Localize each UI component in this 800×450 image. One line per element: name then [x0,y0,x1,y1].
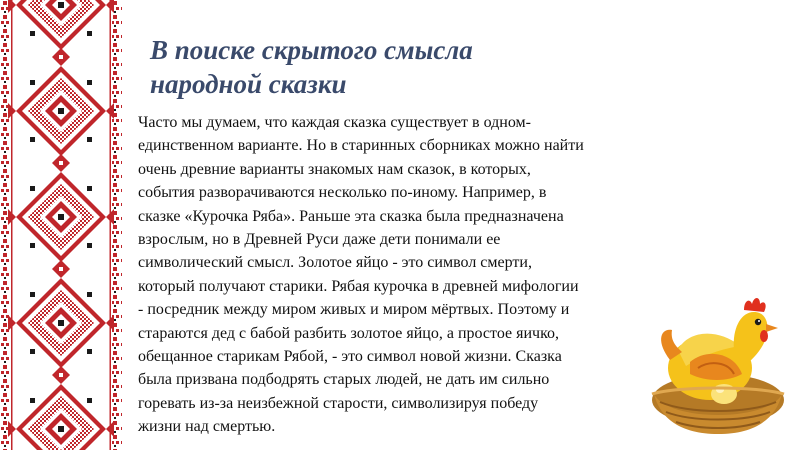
title-line: В поиске скрытого смысла [150,35,473,65]
page-title [150,33,670,101]
text-line: очень древние варианты знакомых нам сказок, в которых, [138,160,531,178]
hen-on-nest-icon [648,290,788,440]
body-paragraph [138,111,678,439]
text-line: обещанное старикам Рябой, - это символ новой жизни. Сказка [138,348,562,366]
text-line: события разворачиваются несколько по-иному. Например, в [138,184,547,202]
text-line: горевать из-за неизбежной старости, символизируя победу [138,394,539,412]
text-line: символический смысл. Золотое яйцо - это символ смерти, [138,254,532,272]
text-line: - посредник между миром живых и миром мёртвых. Поэтому и [138,301,570,319]
text-line: стараются дед с бабой разбить золотое яйцо, а простое яичко, [138,324,560,342]
text-line: единственном варианте. Но в старинных сборниках можно найти [138,137,584,155]
text-line: жизни над смертью. [138,418,276,436]
text-line: Часто мы думаем, что каждая сказка существует в одном- [138,114,531,131]
embroidery-border-icon [0,0,122,450]
title-line: народной сказки [150,69,347,99]
text-line: была призвана подбодрять старых людей, не дать им сильно [138,371,550,389]
text-line: сказке «Курочка Ряба». Раньше эта сказка была предназначена [138,207,564,225]
text-line: взрослым, но в Древней Руси даже дети понимали ее [138,231,501,249]
text-line: который получают старики. Рябая курочка в древней мифологии [138,277,579,295]
